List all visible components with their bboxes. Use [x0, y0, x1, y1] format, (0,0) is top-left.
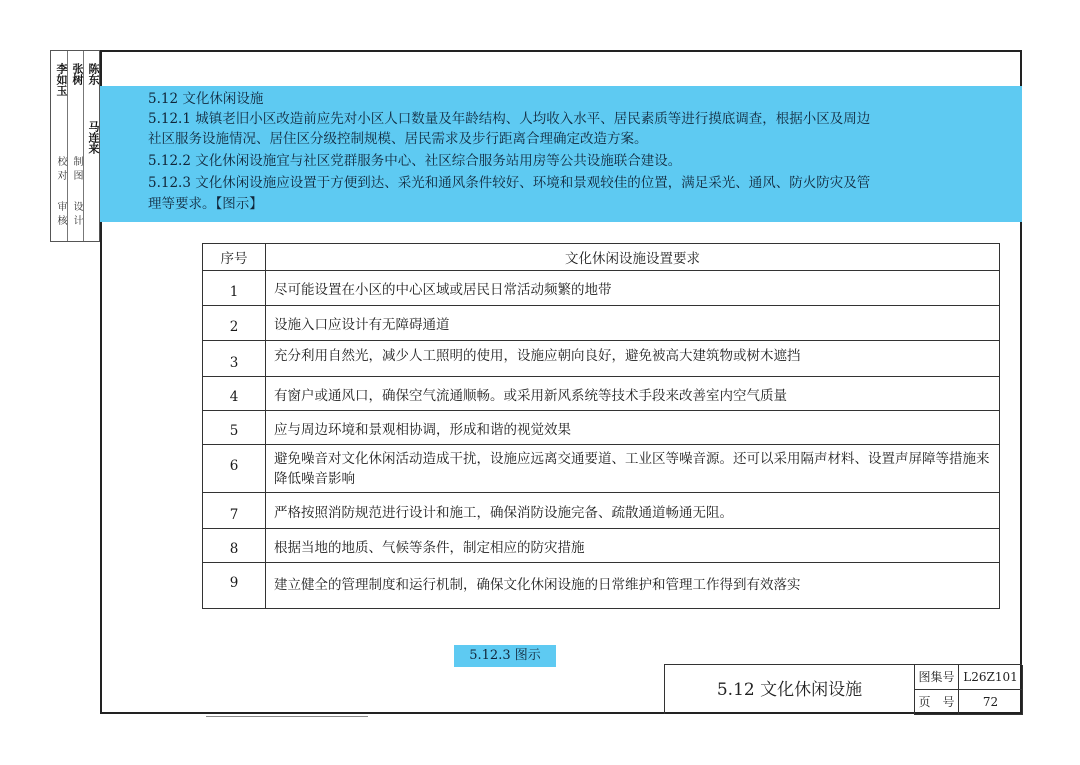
row-number: 2 [203, 306, 266, 341]
role-label: 校对 [55, 156, 66, 184]
table-row [203, 563, 1000, 609]
table-row [203, 271, 1000, 306]
row-text: 充分利用自然光，减少人工照明的使用，设施应朝向良好，避免被高大建筑物或树木遮挡 [266, 341, 1000, 377]
row-text: 根据当地的地质、气候等条件，制定相应的防灾措施 [266, 529, 1000, 563]
row-text: 避免噪音对文化休闲活动造成干扰，设施应远离交通要道、工业区等噪音源。还可以采用隔声材料、设置声屏障等措施来降低噪音影响 [266, 445, 1000, 493]
row-text: 建立健全的管理制度和运行机制，确保文化休闲设施的日常维护和管理工作得到有效落实 [266, 563, 1000, 609]
row-number: 3 [203, 341, 266, 377]
column-header-requirement: 文化休闲设施设置要求 [266, 244, 1000, 271]
signature: 李如玉 [55, 63, 68, 96]
figure-caption: 5.12.3 图示 [454, 645, 556, 667]
clause-line: 5.12.2 文化休闲设施宜与社区党群服务中心、社区综合服务站用房等公共设施联合建设。 [148, 153, 682, 169]
clause-line: 理等要求。【图示】 [148, 196, 263, 212]
row-text: 应与周边环境和景观相协调，形成和谐的视觉效果 [266, 411, 1000, 445]
approval-block [50, 50, 100, 242]
table-row [203, 445, 1000, 493]
role-label: 设计 [71, 201, 82, 229]
table-row [203, 411, 1000, 445]
page-number-label: 页 号 [915, 690, 959, 715]
row-text: 有窗户或通风口，确保空气流通顺畅。或采用新风系统等技术手段来改善室内空气质量 [266, 377, 1000, 411]
role-label: 制图 [71, 156, 82, 184]
row-number: 5 [203, 411, 266, 445]
row-number: 9 [203, 563, 266, 609]
page-number-value: 72 [959, 690, 1023, 715]
row-number: 1 [203, 271, 266, 306]
signature: 马连来 [87, 121, 100, 154]
divider-line [206, 716, 368, 717]
signature: 张树 [71, 63, 84, 85]
requirements-table [202, 243, 1000, 609]
role-label: 审核 [55, 201, 66, 229]
row-number: 8 [203, 529, 266, 563]
title-block [664, 664, 1022, 714]
signature: 陈东 [87, 63, 100, 85]
table-row [203, 529, 1000, 563]
column-header-no: 序号 [203, 244, 266, 271]
row-text: 严格按照消防规范进行设计和施工，确保消防设施完备、疏散通道畅通无阻。 [266, 493, 1000, 529]
table-row [203, 377, 1000, 411]
row-number: 7 [203, 493, 266, 529]
row-number: 6 [203, 445, 266, 493]
row-number: 4 [203, 377, 266, 411]
clause-line: 5.12.3 文化休闲设施应设置于方便到达、采光和通风条件较好、环境和景观较佳的位置，满足采光、通风、防火防灾及管 [148, 175, 871, 191]
row-text: 尽可能设置在小区的中心区域或居民日常活动频繁的地带 [266, 271, 1000, 306]
table-row [203, 306, 1000, 341]
sheet-title: 5.12 文化休闲设施 [665, 665, 915, 715]
table-header-row [203, 244, 1000, 271]
atlas-number-label: 图集号 [915, 665, 959, 690]
row-text: 设施入口应设计有无障碍通道 [266, 306, 1000, 341]
clause-line: 社区服务设施情况、居住区分级控制规模、居民需求及步行距离合理确定改造方案。 [148, 131, 648, 147]
section-highlight [100, 86, 1022, 222]
table-row [203, 341, 1000, 377]
atlas-number-value: L26Z101 [959, 665, 1023, 690]
clause-line: 5.12.1 城镇老旧小区改造前应先对小区人口数量及年龄结构、人均收入水平、居民素质等进行摸底调查，根据小区及周边 [148, 111, 871, 127]
table-row [203, 493, 1000, 529]
section-heading: 5.12 文化休闲设施 [148, 91, 264, 107]
